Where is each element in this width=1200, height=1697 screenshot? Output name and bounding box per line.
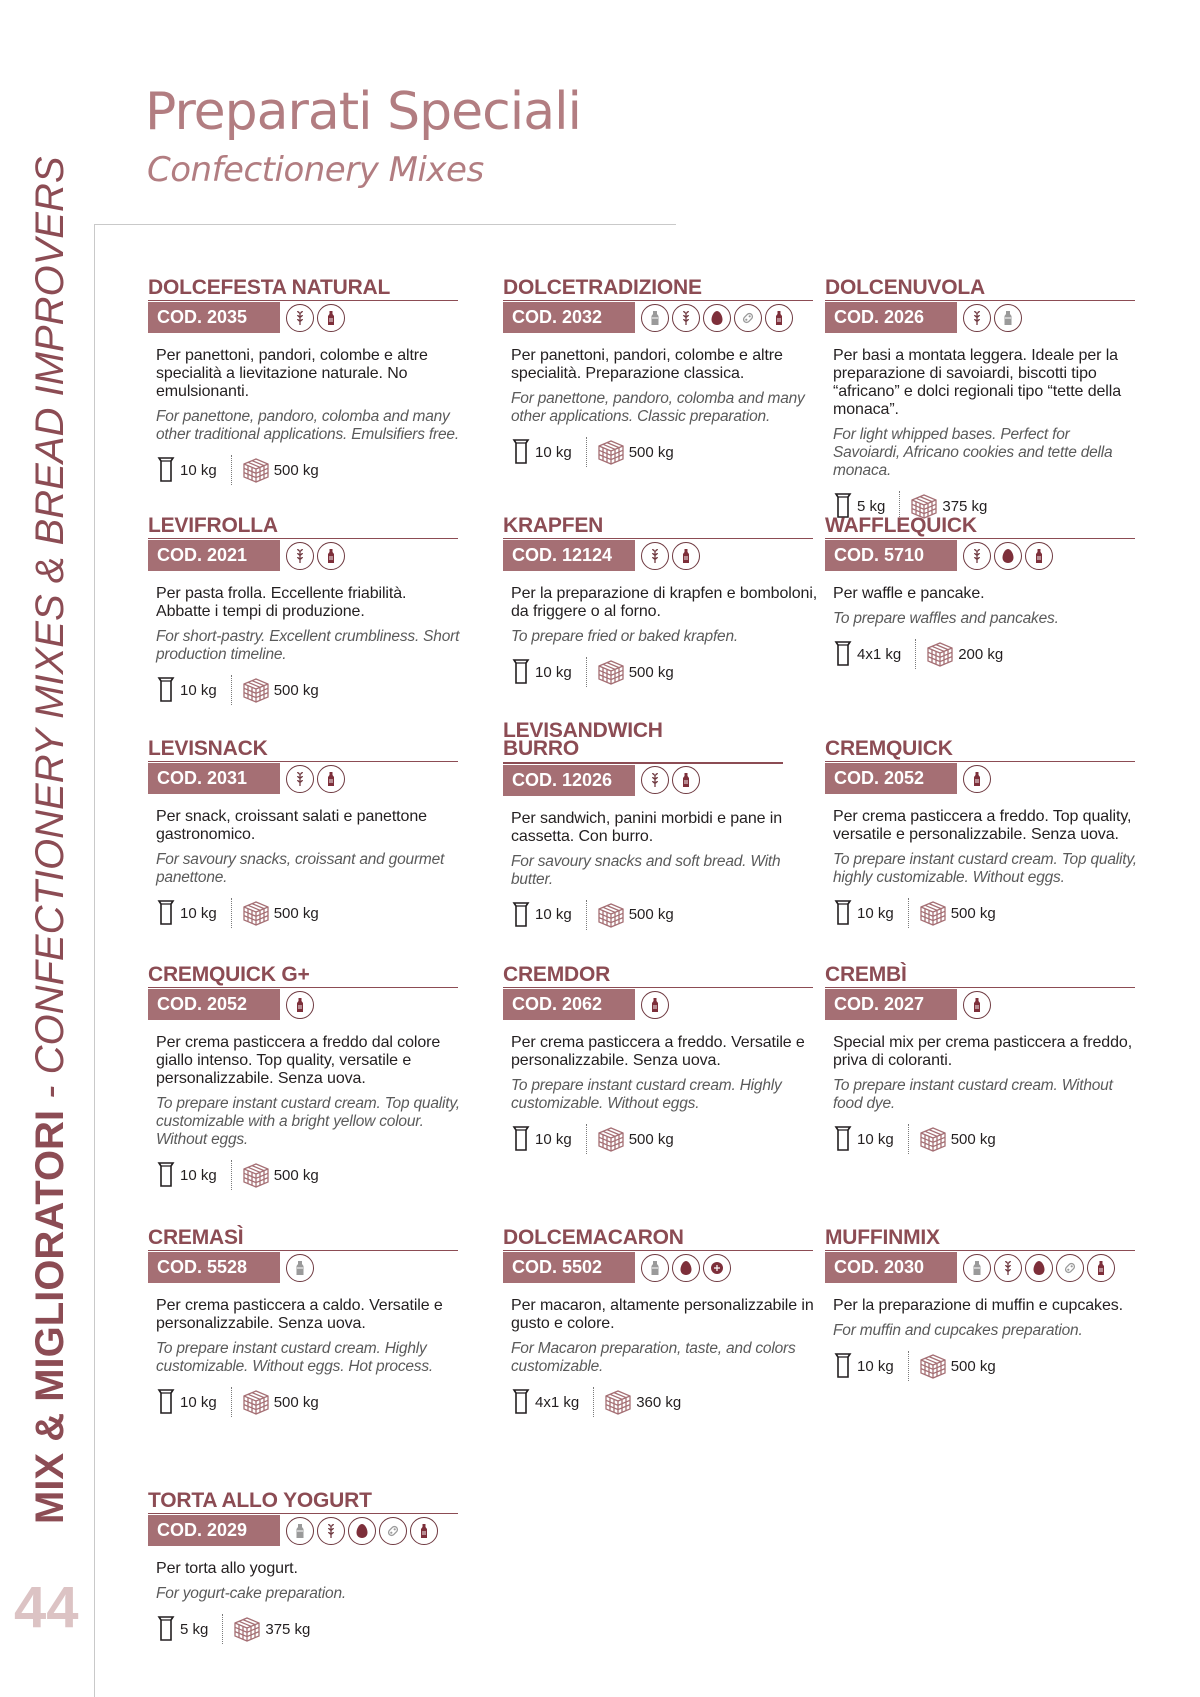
pack-separator [908, 1124, 909, 1154]
pallet-icon [926, 641, 954, 667]
bottle-icon [1025, 542, 1053, 570]
pallet-weight [242, 1162, 319, 1188]
page-number: 44 [14, 1575, 79, 1640]
description-italian: Per la preparazione di muffin e cupcakes. [833, 1297, 1123, 1314]
bag-icon [156, 676, 176, 704]
soy-icon [1056, 1254, 1084, 1282]
description-english: For savoury snacks and soft bread. With butter. [511, 852, 781, 888]
bag-weight-label: 10 kg [857, 1130, 894, 1148]
bag-weight [833, 1125, 894, 1153]
description-italian: Per sandwich, panini morbidi e pane in cassetta. Con burro. [511, 809, 783, 845]
allergen-icons [286, 542, 345, 570]
description-english: To prepare waffles and pancakes. [833, 610, 1059, 627]
bottle-icon [963, 765, 991, 793]
side-label-strong: MIX & MIGLIORATORI [28, 1109, 72, 1524]
pallet-icon [604, 1389, 632, 1415]
allergen-icons [963, 991, 991, 1019]
pallet-weight-label: 500 kg [273, 1166, 319, 1184]
bag-weight [511, 658, 572, 686]
pallet-icon [597, 1126, 625, 1152]
pack-separator [231, 898, 232, 928]
pallet-weight-label: 500 kg [950, 1357, 996, 1375]
bag-weight-label: 10 kg [535, 906, 572, 923]
pack-separator [231, 1160, 232, 1190]
product-card [148, 739, 463, 929]
pallet-weight [597, 902, 674, 928]
pack-separator [222, 1614, 223, 1644]
bag-weight-label: 10 kg [180, 1393, 217, 1411]
description-english: To prepare instant custard cream. Highly customizable. Without eggs. Hot process. [156, 1340, 434, 1375]
bottle-icon [1087, 1254, 1115, 1282]
pallet-icon [242, 457, 270, 483]
pallet-weight [242, 457, 319, 483]
bag-weight-label: 10 kg [857, 904, 894, 922]
product-card [503, 516, 818, 688]
pallet-weight-label: 375 kg [265, 1620, 311, 1638]
bag-icon [833, 1125, 853, 1153]
pallet-weight [919, 1353, 996, 1379]
product-name: LEVIFROLLA [148, 516, 458, 539]
bag-weight-label: 10 kg [535, 1130, 572, 1148]
bottle-icon [317, 765, 345, 793]
product-card [825, 278, 1140, 522]
allergen-icons [641, 542, 700, 570]
product-name: MUFFINMIX [825, 1228, 1135, 1251]
packaging-row [825, 1123, 1140, 1155]
pallet-weight [242, 677, 319, 703]
pallet-weight-label: 500 kg [628, 906, 674, 923]
pallet-weight-label: 375 kg [942, 497, 988, 515]
packaging-row [825, 638, 1140, 670]
product-name: CREMQUICK [825, 739, 1135, 762]
allergen-icons [286, 991, 314, 1019]
product-code-row [503, 540, 818, 571]
product-name-rule [503, 762, 783, 764]
description-english: For yogurt-cake preparation. [156, 1585, 346, 1602]
pack-separator [586, 900, 587, 930]
pallet-weight-label: 500 kg [273, 461, 319, 479]
product-code: COD. 2031 [148, 763, 280, 794]
milk-icon [994, 304, 1022, 332]
description-italian: Per panettoni, pandori, colombe e altre specialità a lievitazione naturale. No emulsionanti. [156, 347, 428, 400]
product-code: COD. 2032 [503, 302, 635, 333]
allergen-icons [963, 542, 1053, 570]
wheat-icon [317, 1517, 345, 1545]
bag-icon [511, 1388, 531, 1416]
pallet-icon [242, 900, 270, 926]
description-english: For Macaron preparation, taste, and colors customizable. [511, 1340, 796, 1375]
bag-icon [156, 899, 176, 927]
packaging-row [503, 1123, 818, 1155]
description-english: To prepare instant custard cream. Top quality, customizable with a bright yellow colour. Without eggs. [156, 1095, 460, 1148]
pallet-icon [919, 900, 947, 926]
milk-icon [641, 1254, 669, 1282]
bag-weight [156, 1615, 208, 1643]
description-english: To prepare instant custard cream. Top quality, highly customizable. Without eggs. [833, 851, 1137, 886]
wheat-icon [286, 304, 314, 332]
bottle-icon [672, 766, 700, 794]
pallet-icon [597, 659, 625, 685]
allergen-icons [286, 304, 345, 332]
product-card [503, 278, 818, 468]
pallet-weight-label: 360 kg [636, 1393, 682, 1411]
bag-weight-label: 10 kg [180, 681, 217, 699]
product-name: CREMBÌ [825, 965, 1135, 988]
product-code-row [503, 1252, 818, 1283]
pallet-weight [597, 659, 674, 685]
product-name: KRAPFEN [503, 516, 813, 539]
product-name: CREMQUICK G+ [148, 965, 458, 988]
bag-weight-label: 4x1 kg [535, 1393, 580, 1411]
soy-icon [734, 304, 762, 332]
description-italian: Per crema pasticcera a caldo. Versatile e personalizzabile. Senza uova. [156, 1297, 443, 1332]
pallet-weight-label: 500 kg [273, 1393, 319, 1411]
bottle-icon [672, 542, 700, 570]
pallet-weight [233, 1616, 310, 1642]
product-code: COD. 2026 [825, 302, 957, 333]
bottle-icon [963, 991, 991, 1019]
pack-separator [586, 437, 587, 467]
bottle-icon [286, 991, 314, 1019]
allergen-icons [641, 304, 793, 332]
bag-weight-label: 5 kg [857, 497, 886, 515]
description-english: To prepare instant custard cream. Highly customizable. Without eggs. [511, 1077, 782, 1112]
product-code-row [825, 763, 1140, 794]
description-italian: Per waffle e pancake. [833, 585, 985, 602]
pallet-weight [919, 1126, 996, 1152]
pack-separator [231, 675, 232, 705]
product-code: COD. 2029 [148, 1515, 280, 1546]
page-title: Preparati Speciali [145, 82, 581, 142]
bag-weight-label: 10 kg [180, 904, 217, 922]
description-italian: Per torta allo yogurt. [156, 1560, 298, 1577]
bottle-icon [765, 304, 793, 332]
product-name: DOLCEMACARON [503, 1228, 813, 1251]
product-code-row [825, 302, 1140, 333]
product-name: DOLCEFESTA NATURAL [148, 278, 458, 301]
product-code: COD. 2052 [825, 763, 957, 794]
bottle-icon [410, 1517, 438, 1545]
milk-icon [286, 1254, 314, 1282]
pallet-icon [597, 439, 625, 465]
product-name: DOLCETRADIZIONE [503, 278, 813, 301]
bottle-icon [317, 304, 345, 332]
pack-separator [915, 639, 916, 669]
pallet-weight [597, 439, 674, 465]
allergen-icons [286, 1517, 438, 1545]
pallet-icon [597, 902, 625, 928]
packaging-row [148, 1159, 463, 1191]
pallet-icon [242, 1162, 270, 1188]
pallet-weight [926, 641, 1003, 667]
bag-weight [833, 1352, 894, 1380]
description-italian: Per la preparazione di krapfen e bomboloni, da friggere o al forno. [511, 585, 818, 620]
bag-icon [156, 1388, 176, 1416]
allergen-icons [641, 766, 700, 794]
wheat-icon [963, 304, 991, 332]
description-english: For savoury snacks, croissant and gourmet panettone. [156, 851, 445, 886]
product-card [148, 1491, 463, 1645]
wheat-icon [672, 304, 700, 332]
product-code-row [503, 302, 818, 333]
product-code-row [825, 540, 1140, 571]
product-code: COD. 2030 [825, 1252, 957, 1283]
packaging-row [503, 656, 818, 688]
page-subtitle: Confectionery Mixes [147, 150, 484, 190]
pallet-weight [597, 1126, 674, 1152]
milk-icon [641, 304, 669, 332]
pallet-weight-label: 500 kg [273, 681, 319, 699]
description-italian: Per crema pasticcera a freddo. Top quality, versatile e personalizzabile. Senza uova. [833, 808, 1132, 843]
product-code: COD. 2062 [503, 989, 635, 1020]
packaging-row [148, 897, 463, 929]
bag-icon [511, 438, 531, 466]
allergen-icons [963, 1254, 1115, 1282]
packaging-row [503, 1386, 818, 1418]
description-english: For light whipped bases. Perfect for Savoiardi, Africano cookies and tette della monaca. [833, 426, 1113, 479]
pallet-icon [919, 1126, 947, 1152]
description-english: For panettone, pandoro, colomba and many other traditional applications. Emulsifiers free. [156, 408, 459, 443]
product-code-row [148, 763, 463, 794]
product-code: COD. 2035 [148, 302, 280, 333]
wheat-icon [963, 542, 991, 570]
pack-separator [231, 455, 232, 485]
bag-icon [156, 1615, 176, 1643]
description-italian: Per crema pasticcera a freddo. Versatile e personalizzabile. Senza uova. [511, 1034, 805, 1069]
product-code: COD. 5710 [825, 540, 957, 571]
bag-weight [511, 438, 572, 466]
product-code-row [148, 1515, 463, 1546]
pack-separator [231, 1387, 232, 1417]
product-card [825, 739, 1140, 929]
bottle-icon [641, 991, 669, 1019]
allergen-icons [286, 765, 345, 793]
product-code-row [825, 989, 1140, 1020]
product-code-row [503, 989, 818, 1020]
pack-separator [586, 657, 587, 687]
egg-icon [1025, 1254, 1053, 1282]
bag-icon [511, 1125, 531, 1153]
product-code-row [148, 302, 463, 333]
pack-separator [908, 1351, 909, 1381]
wheat-icon [994, 1254, 1022, 1282]
pack-separator [586, 1124, 587, 1154]
nut-icon [703, 1254, 731, 1282]
pallet-weight-label: 200 kg [958, 645, 1004, 663]
bag-weight [156, 456, 217, 484]
pallet-weight-label: 500 kg [628, 663, 674, 681]
product-name: LEVISANDWICH BURRO [503, 719, 663, 760]
product-code: COD. 5528 [148, 1252, 280, 1283]
product-code-row [148, 540, 463, 571]
description-italian: Per pasta frolla. Eccellente friabilità. Abbatte i tempi di produzione. [156, 585, 407, 620]
product-code: COD. 5502 [503, 1252, 635, 1283]
pallet-weight-label: 500 kg [950, 904, 996, 922]
product-code: COD. 2052 [148, 989, 280, 1020]
wheat-icon [641, 542, 669, 570]
bag-weight-label: 10 kg [535, 663, 572, 681]
description-italian: Per crema pasticcera a freddo dal colore giallo intenso. Top quality, versatile e personalizzabile. Senza uova. [156, 1034, 441, 1087]
allergen-icons [963, 765, 991, 793]
product-name: LEVISNACK [148, 739, 458, 762]
description-italian: Special mix per crema pasticcera a freddo, priva di coloranti. [833, 1034, 1133, 1069]
bag-weight [511, 1388, 579, 1416]
bag-weight [833, 899, 894, 927]
product-card [503, 1228, 818, 1418]
bottle-icon [317, 542, 345, 570]
product-code: COD. 2021 [148, 540, 280, 571]
pallet-weight [919, 900, 996, 926]
bag-icon [511, 658, 531, 686]
product-code-row [825, 1252, 1140, 1283]
pallet-weight-label: 500 kg [628, 1130, 674, 1148]
wheat-icon [286, 765, 314, 793]
bag-weight [156, 1161, 217, 1189]
bag-icon [833, 899, 853, 927]
description-english: For short-pastry. Excellent crumbliness. Short production timeline. [156, 628, 460, 663]
packaging-row [148, 1386, 463, 1418]
packaging-row [148, 454, 463, 486]
packaging-row [503, 436, 818, 468]
product-card [825, 965, 1140, 1155]
pallet-weight [604, 1389, 681, 1415]
pack-separator [593, 1387, 594, 1417]
product-card [148, 516, 463, 706]
milk-icon [963, 1254, 991, 1282]
pallet-icon [919, 1353, 947, 1379]
bag-weight [156, 1388, 217, 1416]
bag-icon [511, 901, 531, 929]
bag-weight [156, 676, 217, 704]
pallet-icon [242, 1389, 270, 1415]
product-card [148, 965, 463, 1191]
product-card [503, 719, 818, 931]
bag-icon [833, 1352, 853, 1380]
product-code-row [148, 1252, 463, 1283]
product-code: COD. 12124 [503, 540, 635, 571]
bag-weight-label: 10 kg [180, 1166, 217, 1184]
allergen-icons [286, 1254, 314, 1282]
product-name: CREMASÌ [148, 1228, 458, 1251]
bag-icon [833, 640, 853, 668]
description-italian: Per macaron, altamente personalizzabile in gusto e colore. [511, 1297, 814, 1332]
wheat-icon [286, 542, 314, 570]
product-card [825, 1228, 1140, 1382]
egg-icon [348, 1517, 376, 1545]
soy-icon [379, 1517, 407, 1545]
wheat-icon [641, 766, 669, 794]
bag-weight [833, 640, 901, 668]
pallet-weight [242, 900, 319, 926]
packaging-row [148, 674, 463, 706]
pack-separator [908, 898, 909, 928]
bag-weight-label: 10 kg [857, 1357, 894, 1375]
bag-weight [511, 901, 572, 929]
description-english: For muffin and cupcakes preparation. [833, 1322, 1083, 1339]
product-name: DOLCENUVOLA [825, 278, 1135, 301]
frame-left-rule [94, 224, 95, 1697]
milk-icon [286, 1517, 314, 1545]
bag-icon [156, 456, 176, 484]
product-name: WAFFLEQUICK [825, 516, 1135, 539]
description-english: To prepare instant custard cream. Without food dye. [833, 1077, 1113, 1112]
product-name: TORTA ALLO YOGURT [148, 1491, 458, 1514]
pallet-icon [233, 1616, 261, 1642]
bag-icon [156, 1161, 176, 1189]
egg-icon [672, 1254, 700, 1282]
packaging-row [148, 1613, 463, 1645]
description-english: For panettone, pandoro, colomba and many other applications. Classic preparation. [511, 390, 805, 425]
egg-icon [703, 304, 731, 332]
product-card [825, 516, 1140, 670]
packaging-row [503, 899, 818, 931]
allergen-icons [641, 1254, 731, 1282]
egg-icon [994, 542, 1022, 570]
description-italian: Per panettoni, pandori, colombe e altre specialità. Preparazione classica. [511, 347, 783, 382]
bag-weight-label: 10 kg [180, 461, 217, 479]
product-card [148, 1228, 463, 1418]
side-section-label [28, 156, 72, 1524]
description-italian: Per snack, croissant salati e panettone gastronomico. [156, 808, 427, 843]
bag-weight-label: 10 kg [535, 443, 572, 461]
description-english: To prepare fried or baked krapfen. [511, 628, 738, 645]
bag-weight-label: 5 kg [180, 1620, 209, 1638]
product-card [503, 965, 818, 1155]
product-card [148, 278, 463, 486]
packaging-row [825, 897, 1140, 929]
bag-weight [511, 1125, 572, 1153]
pallet-weight-label: 500 kg [628, 443, 674, 461]
description-italian: Per basi a montata leggera. Ideale per la preparazione di savoiardi, biscotti tipo “africano” e dolci regionali tipo “tette della monaca”. [833, 347, 1122, 418]
bag-weight [156, 899, 217, 927]
bag-weight-label: 4x1 kg [857, 645, 902, 663]
product-code-row [148, 989, 463, 1020]
product-code: COD. 2027 [825, 989, 957, 1020]
side-label-light: - CONFECTIONERY MIXES & BREAD IMPROVERS [28, 156, 72, 1110]
pallet-icon [242, 677, 270, 703]
packaging-row [825, 1350, 1140, 1382]
pallet-weight-label: 500 kg [273, 904, 319, 922]
frame-top-rule [94, 224, 676, 225]
product-code-row [503, 765, 818, 796]
allergen-icons [641, 991, 669, 1019]
allergen-icons [963, 304, 1022, 332]
product-name: CREMDOR [503, 965, 813, 988]
pallet-weight [242, 1389, 319, 1415]
product-code: COD. 12026 [503, 765, 635, 796]
pallet-weight-label: 500 kg [950, 1130, 996, 1148]
